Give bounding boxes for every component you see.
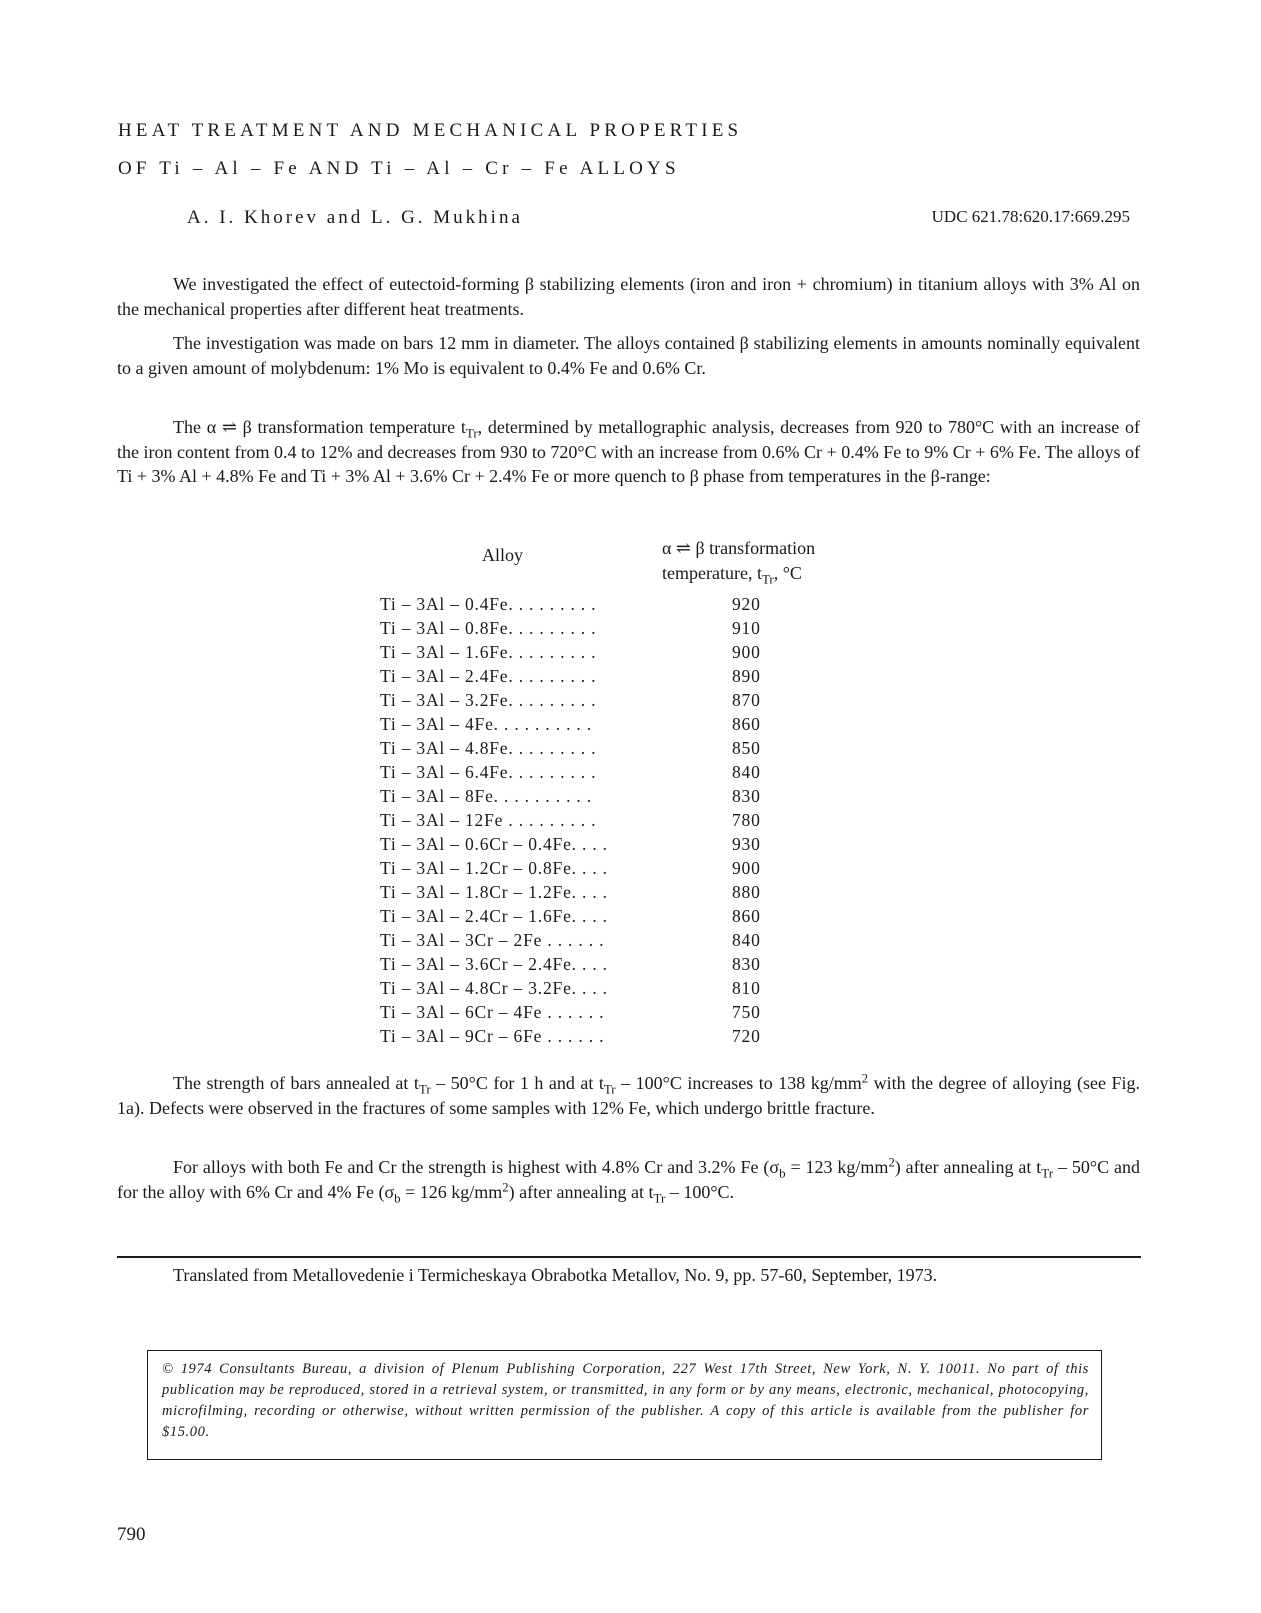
subscript-b: b [394,1190,401,1206]
paragraph-5-text-e: = 126 kg/mm [400,1181,503,1202]
page-number: 790 [117,1524,146,1545]
table-cell-alloy: Ti – 3Al – 1.8Cr – 1.2Fe. . . . [380,882,608,902]
table-cell-alloy: Ti – 3Al – 0.4Fe. . . . . . . . . [380,594,597,614]
paragraph-3-text-a: The α ⇌ β transformation temperature t [173,417,466,437]
table-row [380,1026,820,1050]
table-row [380,690,820,714]
paragraph-5 [117,1155,1140,1204]
subscript-tr: Tr [653,1190,666,1206]
table-cell-alloy: Ti – 3Al – 3.6Cr – 2.4Fe. . . . [380,954,608,974]
alloy-temperature-table [380,594,820,1050]
table-header-temperature-line-1: α ⇌ β transformation [662,538,816,558]
superscript-2: 2 [888,1155,895,1170]
table-row [380,834,820,858]
table-cell-temperature: 810 [732,978,761,998]
table-cell-temperature: 890 [732,666,761,686]
table-row [380,954,820,978]
table-row [380,930,820,954]
table-cell-alloy: Ti – 3Al – 3Cr – 2Fe . . . . . . [380,930,605,950]
table-cell-alloy: Ti – 3Al – 6.4Fe. . . . . . . . . [380,762,597,782]
table-row [380,858,820,882]
table-cell-alloy: Ti – 3Al – 2.4Cr – 1.6Fe. . . . [380,906,608,926]
table-cell-temperature: 830 [732,954,761,974]
paragraph-3-text-b: , determined by metallographic analysis, decreases from 920 to 780°C with an increase of the iron content from 0.4 to 12% and decreases from 930 to 720°C with an increase from 0.6% Cr + 0.4% Fe to 9% Cr + 6% Fe. The alloys of Ti + 3% Al + 4.8% Fe and Ti + 3% Al + 3.6% Cr + 2.4% Fe or more quench to β phase from temperatures in the β-range: [117,417,1141,486]
paragraph-5-text-f: ) after annealing at t [508,1181,654,1202]
table-cell-alloy: Ti – 3Al – 0.6Cr – 0.4Fe. . . . [380,834,608,854]
udc-code: UDC 621.78:620.17:669.295 [931,207,1130,226]
table-header-temperature-text: temperature, t [662,563,762,583]
table-row [380,618,820,642]
paragraph-4-text-c: – 100°C increases to 138 kg/mm [615,1073,862,1093]
table-header-temperature-unit: , °C [773,563,802,583]
paragraph-4 [117,1071,1140,1120]
table-cell-alloy: Ti – 3Al – 3.2Fe. . . . . . . . . [380,690,597,710]
superscript-2: 2 [502,1180,509,1195]
table-row [380,786,820,810]
table-cell-temperature: 900 [732,642,761,662]
table-row [380,810,820,834]
copyright-notice: © 1974 Consultants Bureau, a division of Plenum Publishing Corporation, 227 West 17th Street, New York, N. Y. 10011. No part of this publication may be reproduced, stored in a retrieval system, or transmitted, in any form or by any means, electronic, mechanical, photocopying, microfilming, recording or otherwise, without written permission of the publisher. A copy of this article is available from the publisher for $15.00. [147,1350,1102,1460]
table-cell-alloy: Ti – 3Al – 4Fe. . . . . . . . . . [380,714,592,734]
table-cell-alloy: Ti – 3Al – 0.8Fe. . . . . . . . . [380,618,597,638]
table-row [380,906,820,930]
table-cell-alloy: Ti – 3Al – 2.4Fe. . . . . . . . . [380,666,597,686]
table-cell-temperature: 860 [732,906,761,926]
paragraph-4-text-d: with the degree of alloying (see Fig. 1a). Defects were observed in the fractures of some samples with 12% Fe, which undergo brittle fracture. [117,1073,1140,1118]
subscript-tr: Tr [603,1081,616,1097]
table-header-alloy: Alloy [482,545,524,565]
table-cell-alloy: Ti – 3Al – 12Fe . . . . . . . . . [380,810,597,830]
table-cell-alloy: Ti – 3Al – 1.2Cr – 0.8Fe. . . . [380,858,608,878]
superscript-2: 2 [861,1071,869,1086]
table-cell-temperature: 860 [732,714,761,734]
paragraph-2: The investigation was made on bars 12 mm in diameter. The alloys contained β stabilizing elements in amounts nominally equivalent to a given amount of molybdenum: 1% Mo is equivalent to 0.4% Fe and 0.6% Cr. [117,333,1140,378]
table-cell-temperature: 720 [732,1026,761,1046]
subscript-tr: Tr [418,1081,431,1097]
subscript-tr: Tr [761,571,774,587]
table-cell-temperature: 830 [732,786,761,806]
table-row [380,882,820,906]
table-cell-temperature: 900 [732,858,761,878]
table-cell-temperature: 920 [732,594,761,614]
paragraph-5-text-b: = 123 kg/mm [785,1157,889,1177]
table-cell-temperature: 910 [732,618,761,638]
subscript-b: b [779,1165,786,1181]
table-cell-temperature: 880 [732,882,761,902]
article-title-line-2: OF Ti – Al – Fe AND Ti – Al – Cr – Fe ALLOYS [118,158,680,179]
table-cell-temperature: 780 [732,810,761,830]
table-header-temperature [662,536,815,586]
footnote-divider [117,1256,1141,1258]
paragraph-5-text-c: ) after annealing at t [894,1157,1042,1177]
table-row [380,714,820,738]
paragraph-4-text-a: The strength of bars annealed at t [173,1073,419,1093]
table-row [380,594,820,618]
subscript-tr: Tr [465,425,478,441]
table-cell-temperature: 850 [732,738,761,758]
table-row [380,738,820,762]
table-cell-alloy: Ti – 3Al – 4.8Fe. . . . . . . . . [380,738,597,758]
table-cell-temperature: 840 [732,762,761,782]
paragraph-5-text-d: – 50°C and for the alloy with 6% Cr and 4% Fe (σ [117,1157,1140,1202]
table-cell-temperature: 750 [732,1002,761,1022]
table-cell-temperature: 870 [732,690,761,710]
paragraph-5-text-g: – 100°C. [665,1181,735,1202]
subscript-tr: Tr [1041,1165,1054,1181]
table-row [380,642,820,666]
table-row [380,1002,820,1026]
table-cell-temperature: 840 [732,930,761,950]
paragraph-1: We investigated the effect of eutectoid-forming β stabilizing elements (iron and iron + chromium) in titanium alloys with 3% Al on the mechanical properties after different heat treatments. [117,274,1140,319]
article-title-line-1: HEAT TREATMENT AND MECHANICAL PROPERTIES [118,120,743,141]
paragraph-4-text-b: – 50°C for 1 h and at t [430,1073,604,1093]
table-row [380,666,820,690]
authors: A. I. Khorev and L. G. Mukhina [187,207,523,228]
paragraph-5-text-a: For alloys with both Fe and Cr the strength is highest with 4.8% Cr and 3.2% Fe (σ [173,1157,780,1177]
table-cell-alloy: Ti – 3Al – 8Fe. . . . . . . . . . [380,786,592,806]
table-header-temperature-line-2 [662,561,815,586]
table-row [380,762,820,786]
table-row [380,978,820,1002]
table-cell-temperature: 930 [732,834,761,854]
translation-note: Translated from Metallovedenie i Termicheskaya Obrabotka Metallov, No. 9, pp. 57-60, September, 1973. [173,1265,938,1285]
table-cell-alloy: Ti – 3Al – 1.6Fe. . . . . . . . . [380,642,597,662]
table-cell-alloy: Ti – 3Al – 4.8Cr – 3.2Fe. . . . [380,978,608,998]
table-cell-alloy: Ti – 3Al – 6Cr – 4Fe . . . . . . [380,1002,605,1022]
paragraph-3 [117,415,1140,489]
table-cell-alloy: Ti – 3Al – 9Cr – 6Fe . . . . . . [380,1026,605,1046]
